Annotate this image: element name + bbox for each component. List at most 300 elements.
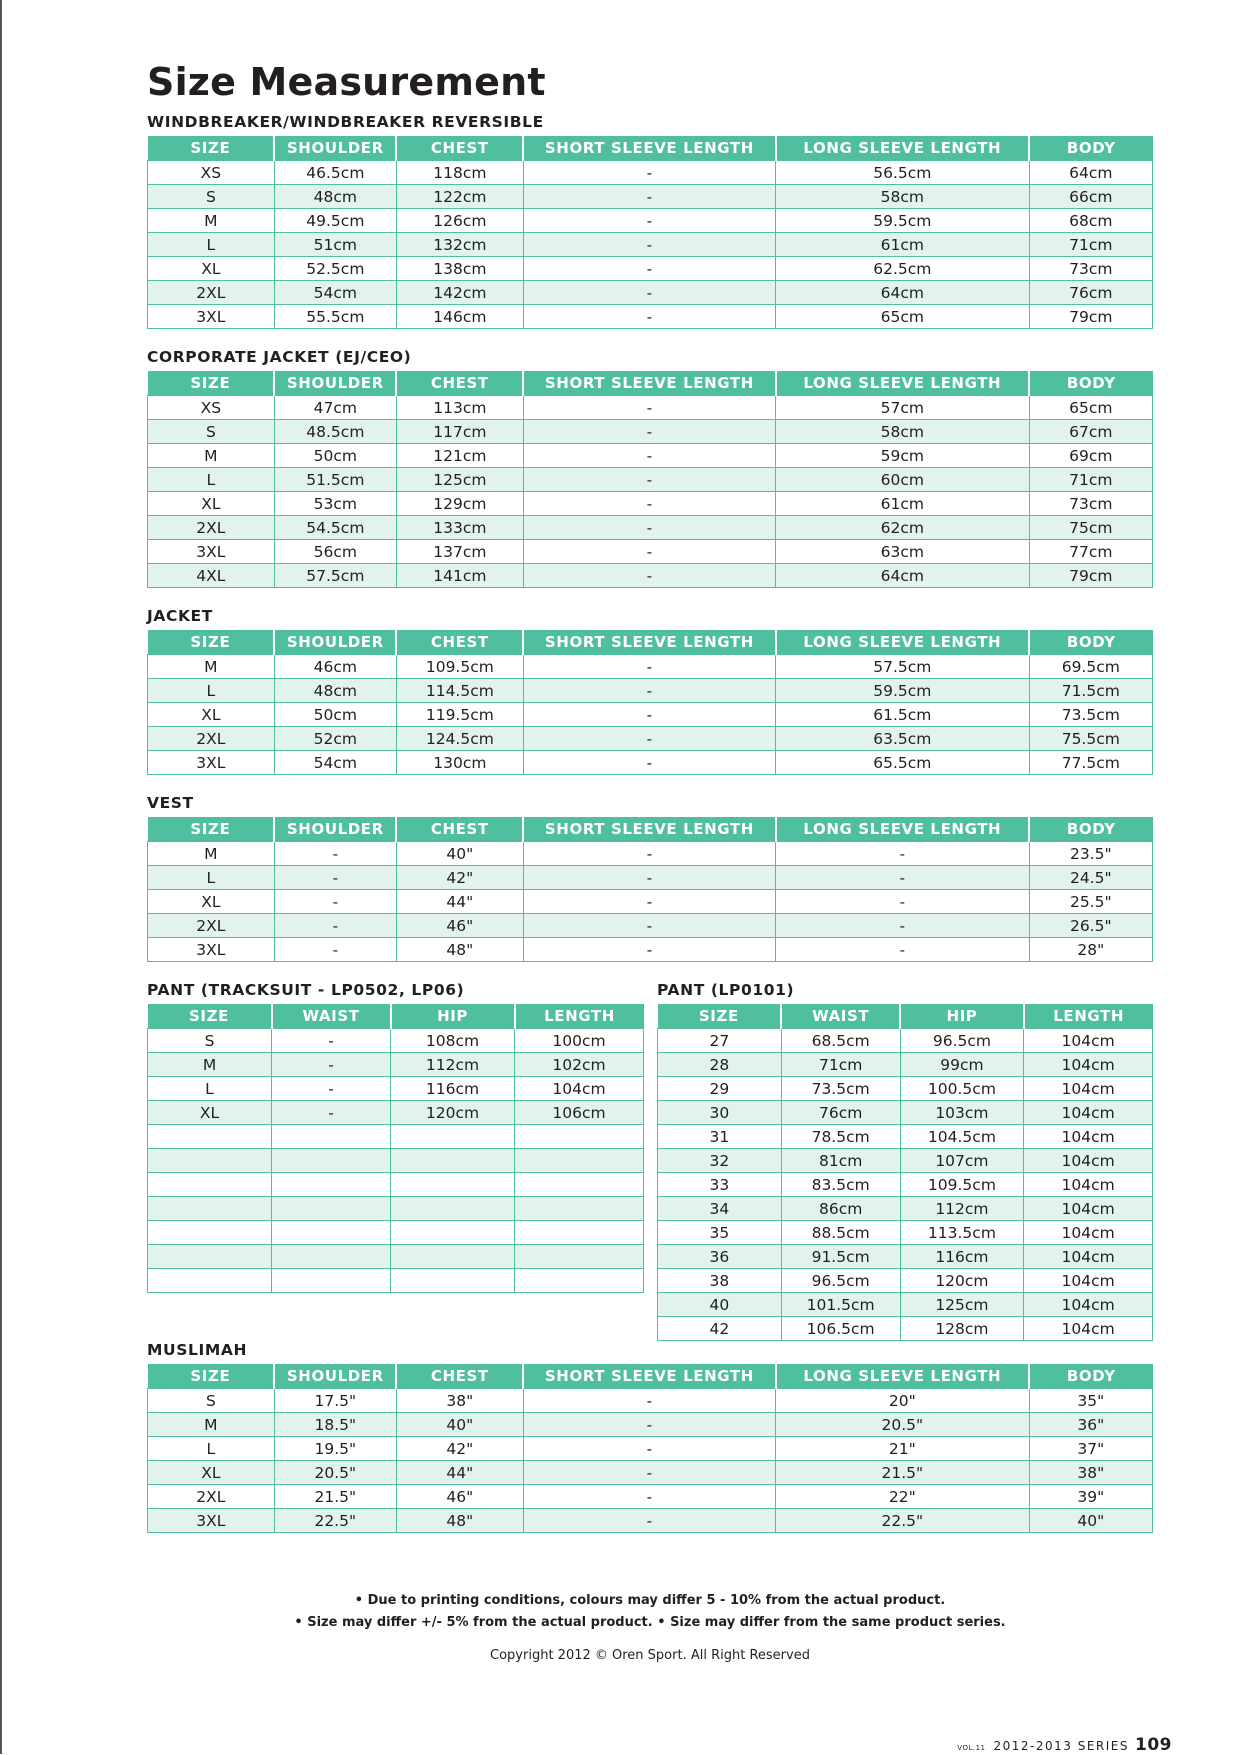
table-cell: L	[148, 1437, 275, 1461]
table-cell: XL	[148, 1101, 272, 1125]
table-cell: 44"	[396, 890, 523, 914]
table-cell: 33	[658, 1173, 782, 1197]
table-row	[148, 281, 1153, 305]
table-cell: 100cm	[515, 1029, 644, 1053]
table-row	[148, 1029, 644, 1053]
table-cell: -	[523, 703, 775, 727]
table-cell: 137cm	[396, 540, 523, 564]
table-cell: 51cm	[274, 233, 396, 257]
table-cell: 61cm	[776, 233, 1029, 257]
table-cell: 104cm	[1024, 1173, 1153, 1197]
table-cell: -	[523, 161, 775, 185]
table-cell: XL	[148, 703, 275, 727]
table-cell: 3XL	[148, 305, 275, 329]
table-header-row	[148, 371, 1153, 396]
section-title: JACKET	[147, 607, 213, 625]
table-cell: 21"	[776, 1437, 1029, 1461]
table-cell: -	[272, 1101, 391, 1125]
table-cell: 42"	[396, 1437, 523, 1461]
table-cell: 56.5cm	[776, 161, 1029, 185]
column-header: SIZE	[148, 371, 275, 396]
section-pant-lp0101	[657, 976, 1153, 1341]
table-cell	[272, 1173, 391, 1197]
table-cell: 21.5"	[274, 1485, 396, 1509]
table-cell: 76cm	[1029, 281, 1152, 305]
table-cell: 52cm	[274, 727, 396, 751]
table-cell: 36	[658, 1245, 782, 1269]
table-cell: 50cm	[274, 444, 396, 468]
table-cell: 62cm	[776, 516, 1029, 540]
table-cell: 71cm	[1029, 468, 1152, 492]
table-cell: 68.5cm	[781, 1029, 900, 1053]
table-cell: 104cm	[1024, 1317, 1153, 1341]
table-cell: 22"	[776, 1485, 1029, 1509]
column-header: LONG SLEEVE LENGTH	[776, 630, 1029, 655]
table-cell: 116cm	[900, 1245, 1024, 1269]
column-header: LENGTH	[515, 1004, 644, 1029]
column-header: SIZE	[148, 1004, 272, 1029]
table-cell: 34	[658, 1197, 782, 1221]
table-cell: 2XL	[148, 516, 275, 540]
table-cell: 18.5"	[274, 1413, 396, 1437]
table-header-row	[148, 136, 1153, 161]
table-cell: 73.5cm	[1029, 703, 1152, 727]
table-cell: 101.5cm	[781, 1293, 900, 1317]
table-cell: -	[274, 866, 396, 890]
table-row	[148, 209, 1153, 233]
table-cell: -	[523, 914, 775, 938]
table-cell: L	[148, 468, 275, 492]
table-row	[148, 185, 1153, 209]
section-title: CORPORATE JACKET (EJ/CEO)	[147, 348, 412, 366]
table-cell: -	[523, 679, 775, 703]
table-row	[148, 679, 1153, 703]
page-footer	[957, 1735, 1172, 1755]
column-header: SHORT SLEEVE LENGTH	[523, 1364, 775, 1389]
table-row	[658, 1221, 1153, 1245]
table-cell	[272, 1245, 391, 1269]
table-cell: 57cm	[776, 396, 1029, 420]
table-row	[148, 655, 1153, 679]
page-title: Size Measurement	[147, 60, 546, 104]
page-edge	[0, 0, 2, 1754]
table-cell: 146cm	[396, 305, 523, 329]
column-header: SHORT SLEEVE LENGTH	[523, 371, 775, 396]
column-header: SHOULDER	[274, 371, 396, 396]
column-header: BODY	[1029, 1364, 1152, 1389]
table-cell: 112cm	[391, 1053, 515, 1077]
table-cell: -	[523, 516, 775, 540]
table-cell	[391, 1221, 515, 1245]
size-table	[147, 817, 1153, 962]
table-cell: 51.5cm	[274, 468, 396, 492]
table-cell: 54cm	[274, 751, 396, 775]
section-corporate-jacket	[147, 343, 1153, 588]
table-row	[148, 396, 1153, 420]
table-cell: 68cm	[1029, 209, 1152, 233]
table-cell: 63.5cm	[776, 727, 1029, 751]
table-cell: 49.5cm	[274, 209, 396, 233]
table-cell: 126cm	[396, 209, 523, 233]
table-cell: -	[523, 420, 775, 444]
table-cell: 77.5cm	[1029, 751, 1152, 775]
disclaimer-notes	[147, 1590, 1153, 1634]
table-cell	[391, 1269, 515, 1293]
table-cell: 62.5cm	[776, 257, 1029, 281]
table-cell: 58cm	[776, 420, 1029, 444]
table-cell: 54.5cm	[274, 516, 396, 540]
table-row	[148, 1389, 1153, 1413]
table-cell	[515, 1149, 644, 1173]
table-cell: 47cm	[274, 396, 396, 420]
page-number: 109	[1135, 1735, 1172, 1755]
table-row	[148, 938, 1153, 962]
table-cell: M	[148, 209, 275, 233]
table-cell: XL	[148, 1461, 275, 1485]
table-cell: 29	[658, 1077, 782, 1101]
table-cell: 37"	[1029, 1437, 1152, 1461]
table-cell: 102cm	[515, 1053, 644, 1077]
table-row	[658, 1269, 1153, 1293]
column-header: SHORT SLEEVE LENGTH	[523, 817, 775, 842]
table-cell: -	[523, 185, 775, 209]
table-cell: -	[272, 1077, 391, 1101]
table-cell: 104cm	[515, 1077, 644, 1101]
table-cell: 104cm	[1024, 1245, 1153, 1269]
table-cell: 83.5cm	[781, 1173, 900, 1197]
table-cell: 58cm	[776, 185, 1029, 209]
table-cell: S	[148, 185, 275, 209]
column-header: SIZE	[148, 1364, 275, 1389]
table-row	[658, 1173, 1153, 1197]
table-cell	[148, 1125, 272, 1149]
table-cell: 2XL	[148, 281, 275, 305]
table-cell: 56cm	[274, 540, 396, 564]
table-row	[658, 1197, 1153, 1221]
table-row	[148, 1173, 644, 1197]
table-cell: 75.5cm	[1029, 727, 1152, 751]
table-cell: 104cm	[1024, 1101, 1153, 1125]
table-row	[148, 492, 1153, 516]
table-cell: -	[523, 890, 775, 914]
table-cell: 124.5cm	[396, 727, 523, 751]
table-cell	[515, 1221, 644, 1245]
table-cell: 38"	[396, 1389, 523, 1413]
table-cell: 138cm	[396, 257, 523, 281]
table-cell: 59.5cm	[776, 679, 1029, 703]
table-header-row	[148, 1364, 1153, 1389]
table-header-row	[658, 1004, 1153, 1029]
size-table	[147, 1004, 644, 1293]
table-cell: 109.5cm	[396, 655, 523, 679]
table-cell: M	[148, 1053, 272, 1077]
table-cell: 2XL	[148, 1485, 275, 1509]
column-header: SIZE	[148, 817, 275, 842]
table-cell: 133cm	[396, 516, 523, 540]
table-cell: 122cm	[396, 185, 523, 209]
table-cell: 19.5"	[274, 1437, 396, 1461]
table-row	[148, 727, 1153, 751]
note-line: • Size may differ +/- 5% from the actual product. • Size may differ from the same product series.	[294, 1615, 1006, 1630]
table-cell: 99cm	[900, 1053, 1024, 1077]
series-label: 2012-2013 SERIES	[993, 1739, 1129, 1753]
table-cell: 100.5cm	[900, 1077, 1024, 1101]
table-cell: 35"	[1029, 1389, 1152, 1413]
table-row	[148, 1509, 1153, 1533]
table-cell: -	[523, 305, 775, 329]
table-row	[658, 1029, 1153, 1053]
table-row	[148, 751, 1153, 775]
table-cell: 59.5cm	[776, 209, 1029, 233]
table-cell: -	[523, 233, 775, 257]
table-cell: 65cm	[776, 305, 1029, 329]
table-cell: -	[523, 281, 775, 305]
size-table	[147, 1364, 1153, 1533]
table-cell: 108cm	[391, 1029, 515, 1053]
table-cell: 120cm	[391, 1101, 515, 1125]
table-row	[148, 233, 1153, 257]
section-jacket	[147, 602, 1153, 775]
column-header: LONG SLEEVE LENGTH	[776, 1364, 1029, 1389]
column-header: SIZE	[658, 1004, 782, 1029]
table-cell: 3XL	[148, 751, 275, 775]
section-title: WINDBREAKER/WINDBREAKER REVERSIBLE	[147, 113, 544, 131]
table-row	[148, 703, 1153, 727]
column-header: CHEST	[396, 371, 523, 396]
table-row	[148, 1197, 644, 1221]
column-header: HIP	[391, 1004, 515, 1029]
column-header: CHEST	[396, 136, 523, 161]
section-title: PANT (TRACKSUIT - LP0502, LP06)	[147, 981, 465, 999]
table-cell: 117cm	[396, 420, 523, 444]
table-cell: L	[148, 233, 275, 257]
table-cell: 96.5cm	[781, 1269, 900, 1293]
table-cell: 75cm	[1029, 516, 1152, 540]
table-cell: 69.5cm	[1029, 655, 1152, 679]
table-cell: 96.5cm	[900, 1029, 1024, 1053]
table-cell: 42"	[396, 866, 523, 890]
table-cell: -	[274, 842, 396, 866]
table-cell: 39"	[1029, 1485, 1152, 1509]
table-cell: 40	[658, 1293, 782, 1317]
table-cell: 38"	[1029, 1461, 1152, 1485]
table-cell: 61cm	[776, 492, 1029, 516]
pant-section	[147, 976, 1153, 1336]
column-header: LENGTH	[1024, 1004, 1153, 1029]
table-cell	[391, 1125, 515, 1149]
table-cell: 104cm	[1024, 1269, 1153, 1293]
table-cell	[391, 1173, 515, 1197]
table-cell: 130cm	[396, 751, 523, 775]
table-row	[148, 1437, 1153, 1461]
table-cell: 27	[658, 1029, 782, 1053]
table-cell: 20.5"	[274, 1461, 396, 1485]
table-cell: 114.5cm	[396, 679, 523, 703]
table-cell	[391, 1197, 515, 1221]
table-cell: 65cm	[1029, 396, 1152, 420]
section-vest	[147, 789, 1153, 962]
note-line: • Due to printing conditions, colours may differ 5 - 10% from the actual product.	[354, 1593, 946, 1608]
table-cell: 48"	[396, 1509, 523, 1533]
table-cell: 40"	[1029, 1509, 1152, 1533]
table-row	[148, 1101, 644, 1125]
table-cell: 24.5"	[1029, 866, 1152, 890]
table-row	[148, 1149, 644, 1173]
table-cell: -	[523, 1461, 775, 1485]
table-row	[148, 1413, 1153, 1437]
table-cell: 36"	[1029, 1413, 1152, 1437]
column-header: WAIST	[781, 1004, 900, 1029]
column-header: BODY	[1029, 371, 1152, 396]
table-row	[658, 1125, 1153, 1149]
size-table	[147, 630, 1153, 775]
table-cell	[515, 1197, 644, 1221]
section-windbreaker	[147, 108, 1153, 329]
table-cell: 120cm	[900, 1269, 1024, 1293]
table-cell: -	[523, 209, 775, 233]
table-cell: 76cm	[781, 1101, 900, 1125]
table-cell: 104cm	[1024, 1221, 1153, 1245]
table-cell: 38	[658, 1269, 782, 1293]
table-cell	[515, 1173, 644, 1197]
table-row	[658, 1245, 1153, 1269]
table-cell: M	[148, 842, 275, 866]
table-row	[658, 1317, 1153, 1341]
table-cell: 64cm	[776, 564, 1029, 588]
table-cell: 64cm	[776, 281, 1029, 305]
table-cell: XS	[148, 161, 275, 185]
table-header-row	[148, 817, 1153, 842]
table-cell: L	[148, 866, 275, 890]
table-cell: 104cm	[1024, 1197, 1153, 1221]
table-cell	[515, 1125, 644, 1149]
table-cell	[148, 1245, 272, 1269]
table-cell: 67cm	[1029, 420, 1152, 444]
table-row	[148, 564, 1153, 588]
table-cell	[272, 1125, 391, 1149]
table-cell	[272, 1149, 391, 1173]
table-cell: 17.5"	[274, 1389, 396, 1413]
size-table	[657, 1004, 1153, 1341]
table-row	[148, 842, 1153, 866]
table-cell: S	[148, 420, 275, 444]
table-header-row	[148, 1004, 644, 1029]
table-cell: 44"	[396, 1461, 523, 1485]
table-cell: 22.5"	[776, 1509, 1029, 1533]
table-cell: 142cm	[396, 281, 523, 305]
table-cell: 106cm	[515, 1101, 644, 1125]
section-title: PANT (LP0101)	[657, 981, 795, 999]
table-cell: 64cm	[1029, 161, 1152, 185]
table-cell: 32	[658, 1149, 782, 1173]
table-cell: 104cm	[1024, 1077, 1153, 1101]
table-header-row	[148, 630, 1153, 655]
table-cell: 54cm	[274, 281, 396, 305]
table-cell: -	[523, 492, 775, 516]
table-cell: 118cm	[396, 161, 523, 185]
table-cell: 132cm	[396, 233, 523, 257]
size-table	[147, 371, 1153, 588]
column-header: WAIST	[272, 1004, 391, 1029]
table-cell: 91.5cm	[781, 1245, 900, 1269]
table-row	[148, 257, 1153, 281]
table-row	[148, 1053, 644, 1077]
table-row	[148, 516, 1153, 540]
table-cell: 71cm	[1029, 233, 1152, 257]
table-cell: 2XL	[148, 727, 275, 751]
table-cell	[148, 1221, 272, 1245]
table-cell: 48cm	[274, 185, 396, 209]
table-cell: 69cm	[1029, 444, 1152, 468]
table-cell	[515, 1245, 644, 1269]
table-row	[148, 1077, 644, 1101]
table-cell: 48"	[396, 938, 523, 962]
table-row	[148, 1269, 644, 1293]
table-cell: 104cm	[1024, 1029, 1153, 1053]
table-cell: 73cm	[1029, 257, 1152, 281]
column-header: SIZE	[148, 630, 275, 655]
table-cell: 65.5cm	[776, 751, 1029, 775]
table-cell: 59cm	[776, 444, 1029, 468]
table-cell: 26.5"	[1029, 914, 1152, 938]
table-cell: 73.5cm	[781, 1077, 900, 1101]
column-header: CHEST	[396, 1364, 523, 1389]
table-row	[148, 444, 1153, 468]
column-header: SIZE	[148, 136, 275, 161]
table-cell: M	[148, 1413, 275, 1437]
table-cell: 104cm	[1024, 1125, 1153, 1149]
table-row	[658, 1053, 1153, 1077]
column-header: SHOULDER	[274, 817, 396, 842]
table-cell: S	[148, 1389, 275, 1413]
column-header: LONG SLEEVE LENGTH	[776, 817, 1029, 842]
table-cell: M	[148, 655, 275, 679]
table-cell: 86cm	[781, 1197, 900, 1221]
table-row	[148, 420, 1153, 444]
table-cell	[391, 1245, 515, 1269]
table-cell: 28"	[1029, 938, 1152, 962]
table-cell: 128cm	[900, 1317, 1024, 1341]
table-cell: 57.5cm	[274, 564, 396, 588]
table-cell: 103cm	[900, 1101, 1024, 1125]
table-cell: 50cm	[274, 703, 396, 727]
table-cell: 71cm	[781, 1053, 900, 1077]
table-cell: 61.5cm	[776, 703, 1029, 727]
table-cell: 141cm	[396, 564, 523, 588]
table-cell: 104cm	[1024, 1293, 1153, 1317]
table-cell: 129cm	[396, 492, 523, 516]
column-header: BODY	[1029, 630, 1152, 655]
table-cell: 46"	[396, 1485, 523, 1509]
table-cell: 79cm	[1029, 564, 1152, 588]
table-cell: 113cm	[396, 396, 523, 420]
column-header: BODY	[1029, 136, 1152, 161]
table-cell: -	[776, 866, 1029, 890]
table-cell: -	[523, 468, 775, 492]
table-cell: -	[523, 751, 775, 775]
table-row	[658, 1077, 1153, 1101]
table-cell: 66cm	[1029, 185, 1152, 209]
copyright: Copyright 2012 © Oren Sport. All Right Reserved	[490, 1648, 810, 1663]
column-header: CHEST	[396, 630, 523, 655]
section-title: VEST	[147, 794, 194, 812]
table-cell: -	[523, 564, 775, 588]
table-cell: -	[523, 540, 775, 564]
table-cell: 25.5"	[1029, 890, 1152, 914]
column-header: SHOULDER	[274, 1364, 396, 1389]
table-row	[658, 1101, 1153, 1125]
table-cell	[148, 1197, 272, 1221]
